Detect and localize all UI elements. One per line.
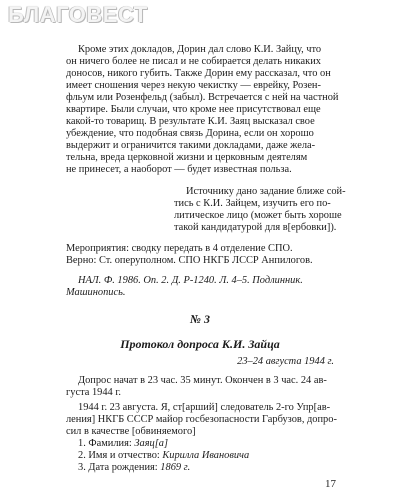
field-value: 1869 г.: [160, 462, 191, 473]
interrogation-field: 3. Дата рождения: 1869 г.: [78, 462, 191, 473]
officer-line: 1944 г. 23 августа. Я, ст[арший] следователь 2-го Упр[ав-: [78, 402, 331, 413]
text-line: не принесет, а наоборот — будет известная польза.: [66, 164, 292, 175]
text-line: тись с К.И. Зайцем, изучить его по-: [174, 198, 331, 209]
verification-line: Верно: Ст. оперуполном. СПО НКГБ ЛССР Анпилогов.: [66, 255, 313, 266]
text-line: какой-то товарищ. В результате К.И. Заяц высказал свое: [66, 116, 315, 127]
text-line: квартире. Были случаи, что кроме нее присутствовал еще: [66, 104, 321, 115]
text-line: имеет сношения через некую чекистку — еврейку, Розен-: [66, 80, 321, 91]
text-line: тельна, вреда церковной жизни и церковным деятелям: [66, 152, 308, 163]
text-line: доносов, никого губить. Также Дорин ему рассказал, что он: [66, 68, 331, 79]
text-line: он ничего более не писал и не собирается делать никаких: [66, 56, 321, 67]
measures-line: Мероприятия: сводку передать в 4 отделение СПО.: [66, 243, 293, 254]
text-line: выдержит и ограничится такими докладами, даже жела-: [66, 140, 316, 151]
text-line: Источнику дано задание ближе сой-: [186, 186, 346, 197]
text-line: литическое лицо (может быть хороше: [174, 210, 342, 221]
text-line: такой кандидатурой для в[ербовки]).: [174, 222, 337, 233]
text-line: густа 1944 г.: [66, 387, 122, 398]
interrogation-field: 1. Фамилия: Заяц[a]: [78, 438, 169, 449]
text-line: убеждение, что подобная связь Дорина, если он хорошо: [66, 128, 314, 139]
text-line: фльум или Розенфельд (забыл). Встречается с ней на частной: [66, 92, 339, 103]
text-line: Допрос начат в 23 час. 35 минут. Окончен в 3 час. 24 ав-: [78, 375, 327, 386]
field-value: Заяц[a]: [134, 438, 169, 449]
officer-line: сил в качестве [обвиняемого]: [66, 426, 196, 437]
page-number: 17: [325, 478, 336, 491]
field-value: Кирилла Ивановича: [162, 450, 250, 461]
document-number: № 3: [190, 312, 210, 326]
watermark-logo: БЛАГОВЕСТ: [8, 2, 148, 27]
interrogation-field: 2. Имя и отчество: Кирилла Ивановича: [78, 450, 250, 461]
text-line: Кроме этих докладов, Дорин дал слово К.И. Зайцу, что: [78, 44, 322, 55]
citation-line: НАЛ. Ф. 1986. Оп. 2. Д. Р-1240. Л. 4–5. Подлинник.: [78, 275, 303, 286]
document-date: 23–24 августа 1944 г.: [237, 356, 334, 367]
officer-line: ления] НКГБ СССР майор госбезопасности Гарбузов, допро-: [66, 414, 337, 425]
citation-line: Машинопись.: [66, 287, 126, 298]
document-title: Протокол допроса К.И. Зайца: [120, 337, 280, 351]
